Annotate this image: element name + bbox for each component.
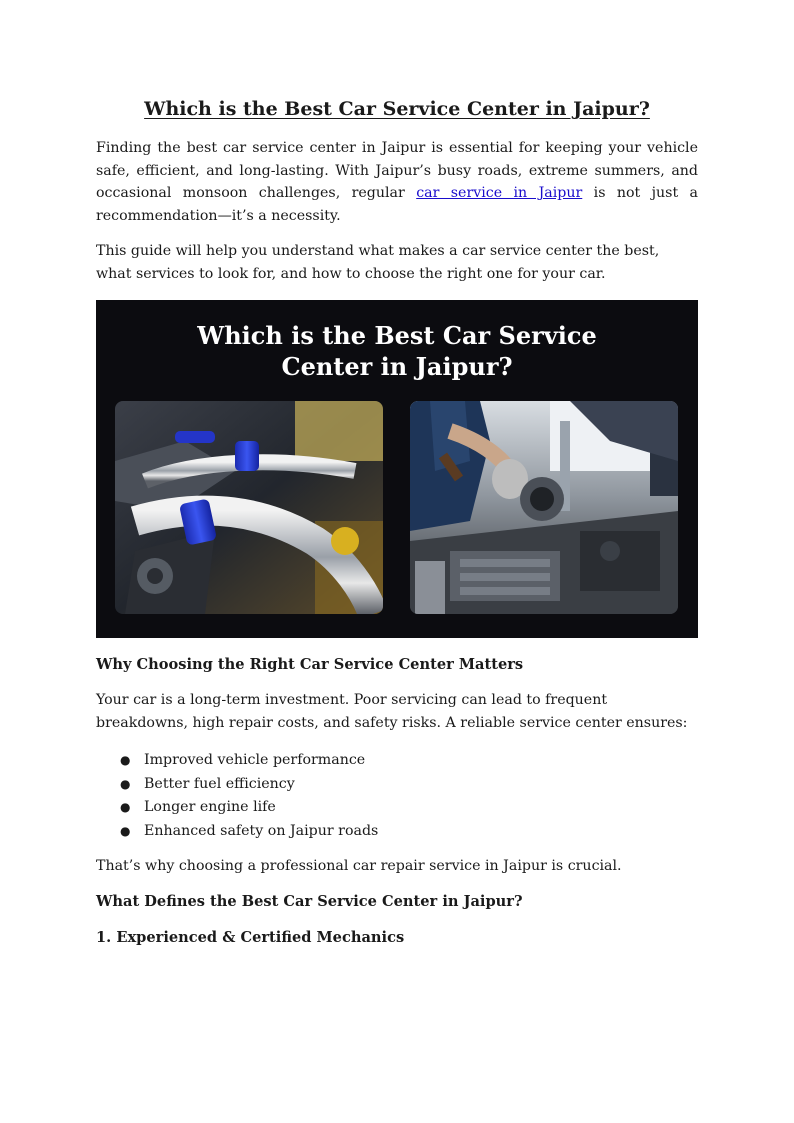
closing-paragraph: That’s why choosing a professional car repair service in Jaipur is crucial. [96,858,622,874]
bullet-icon: ● [120,776,131,791]
investment-paragraph: Your car is a long-term investment. Poor servicing can lead to frequent breakdowns, high repair costs, and safety risks. A reliable service center ensures: [96,692,688,731]
mechanic-engine-photo [410,401,678,614]
section-heading-what-defines: What Defines the Best Car Service Center in Jaipur? [96,893,523,910]
mechanic-engine-illustration [410,401,678,614]
banner-image [96,300,698,638]
list-item-text: Enhanced safety on Jaipur roads [144,822,379,839]
bullet-icon: ● [120,800,131,814]
page-title: Which is the Best Car Service Center in Jaipur? [144,98,650,120]
bullet-icon: ● [120,823,131,838]
list-item-text: Improved vehicle performance [144,752,366,768]
list-item [96,820,698,844]
list-item [96,749,698,773]
list-item [96,773,698,797]
section-heading-why-choose: Why Choosing the Right Car Service Center Matters [96,656,524,673]
banner-title-line2: Center in Jaipur? [281,352,513,381]
intro-text-before-link: Finding the best car service center in Jaipur is essential for keeping your vehicle safe, efficient, and long-lasting. With Jaipur’s busy roads, extreme summers, and occasional monsoon challenges, regular [96,140,698,202]
engine-pipes-photo [115,401,383,614]
engine-pipes-illustration [115,401,383,614]
list-item-text: Better fuel efficiency [144,775,295,792]
car-service-link[interactable]: car service in Jaipur [416,185,583,202]
list-item-text: Longer engine life [144,799,276,815]
subheading-certified-mechanics: 1. Experienced & Certified Mechanics [96,929,405,946]
intro-text-after-link: is not just a recommendation—it’s a necessity. [96,185,699,225]
bullet-icon: ● [120,753,131,767]
banner-title-line1: Which is the Best Car Service [197,321,597,350]
list-item [96,796,698,820]
guide-paragraph: This guide will help you understand what makes a car service center the best, what services to look for, and how to choose the right one for your car. [96,243,660,282]
banner-title [96,320,698,382]
intro-paragraph [96,137,698,228]
benefits-list [96,749,698,843]
